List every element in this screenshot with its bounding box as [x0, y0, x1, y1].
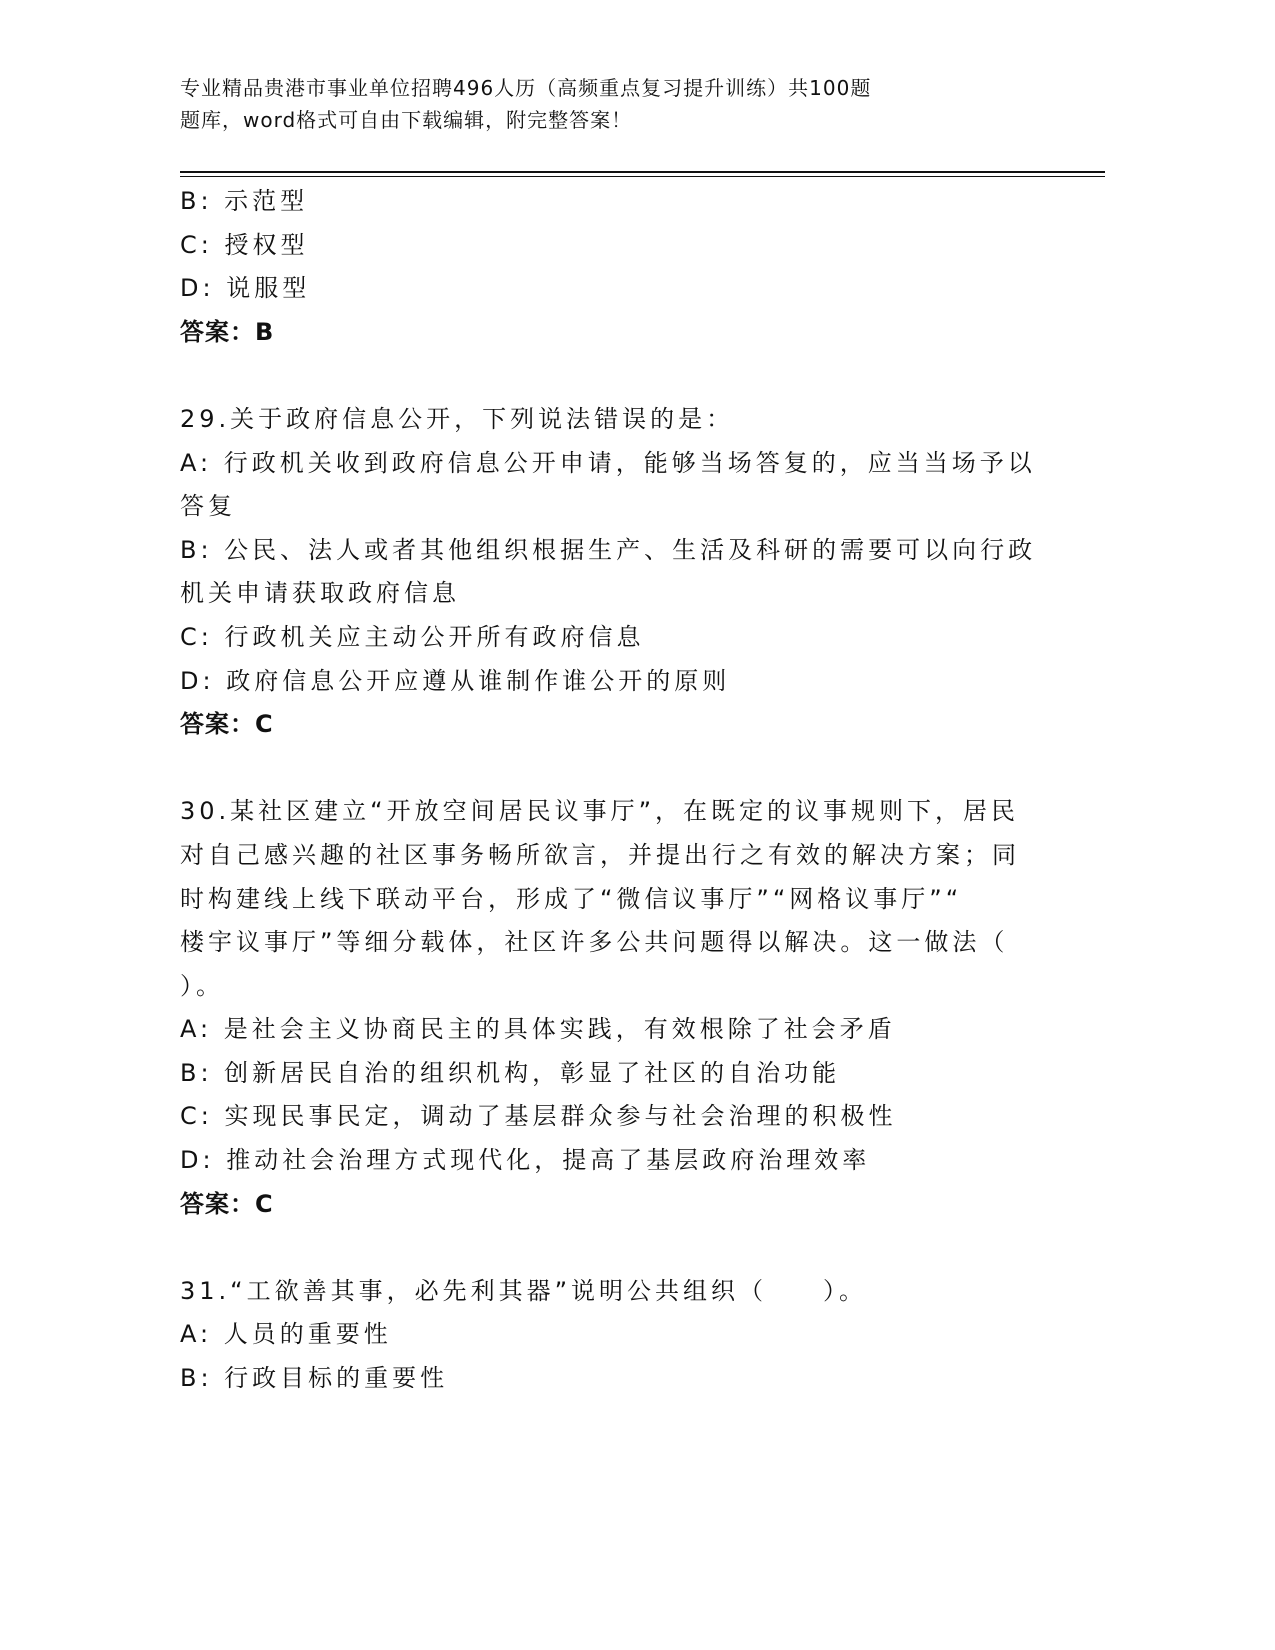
question-30	[180, 790, 1080, 1226]
option-c: C: 行政机关应主动公开所有政府信息	[180, 622, 645, 651]
option-c: C: 授权型	[180, 230, 309, 259]
option-b: B: 行政目标的重要性	[180, 1364, 449, 1393]
option-d: D: 说服型	[180, 274, 311, 303]
question-31	[180, 1270, 1080, 1401]
option-d: D: 政府信息公开应遵从谁制作谁公开的原则	[180, 666, 731, 695]
option-b: B: 创新居民自治的组织机构，彰显了社区的自治功能	[180, 1058, 841, 1087]
question-29	[180, 398, 1080, 747]
answer: 答案：C	[180, 710, 274, 739]
header-rule-thin	[180, 176, 1105, 177]
answer: 答案：B	[180, 317, 275, 346]
option-a: A: 是社会主义协商民主的具体实践，有效根除了社会矛盾	[180, 1015, 896, 1044]
question-stem: ）。	[180, 971, 224, 1000]
question-stem: 楼宇议事厅”等细分载体，社区许多公共问题得以解决。这一做法（	[180, 928, 1009, 957]
option-b: B: 示范型	[180, 187, 309, 215]
document-header	[180, 72, 871, 136]
option-a-cont: 答复	[180, 492, 236, 521]
option-a: A: 人员的重要性	[180, 1320, 392, 1349]
question-stem: 对自己感兴趣的社区事务畅所欲言，并提出行之有效的解决方案；同	[180, 840, 1020, 869]
question-28	[180, 180, 1080, 354]
option-d: D: 推动社会治理方式现代化，提高了基层政府治理效率	[180, 1146, 871, 1175]
question-stem: 30.某社区建立“开放空间居民议事厅”，在既定的议事规则下，居民	[180, 797, 1020, 826]
answer: 答案：C	[180, 1189, 274, 1218]
question-stem: 31.“工欲善其事，必先利其器”说明公共组织（ ）。	[180, 1276, 868, 1305]
option-c: C: 实现民事民定，调动了基层群众参与社会治理的积极性	[180, 1102, 897, 1131]
header-rule-thick	[180, 171, 1105, 173]
option-a: A: 行政机关收到政府信息公开申请，能够当场答复的，应当当场予以	[180, 448, 1036, 477]
question-stem: 29.关于政府信息公开，下列说法错误的是：	[180, 404, 735, 433]
question-stem: 时构建线上线下联动平台，形成了“微信议事厅”“网格议事厅”“	[180, 884, 963, 913]
option-b-cont: 机关申请获取政府信息	[180, 579, 460, 608]
option-b: B: 公民、法人或者其他组织根据生产、生活及科研的需要可以向行政	[180, 535, 1037, 564]
document-body	[180, 180, 1080, 1401]
header-line-1: 专业精品贵港市事业单位招聘496人历（高频重点复习提升训练）共100题	[180, 76, 872, 100]
header-line-2: 题库，word格式可自由下载编辑，附完整答案！	[180, 108, 633, 132]
